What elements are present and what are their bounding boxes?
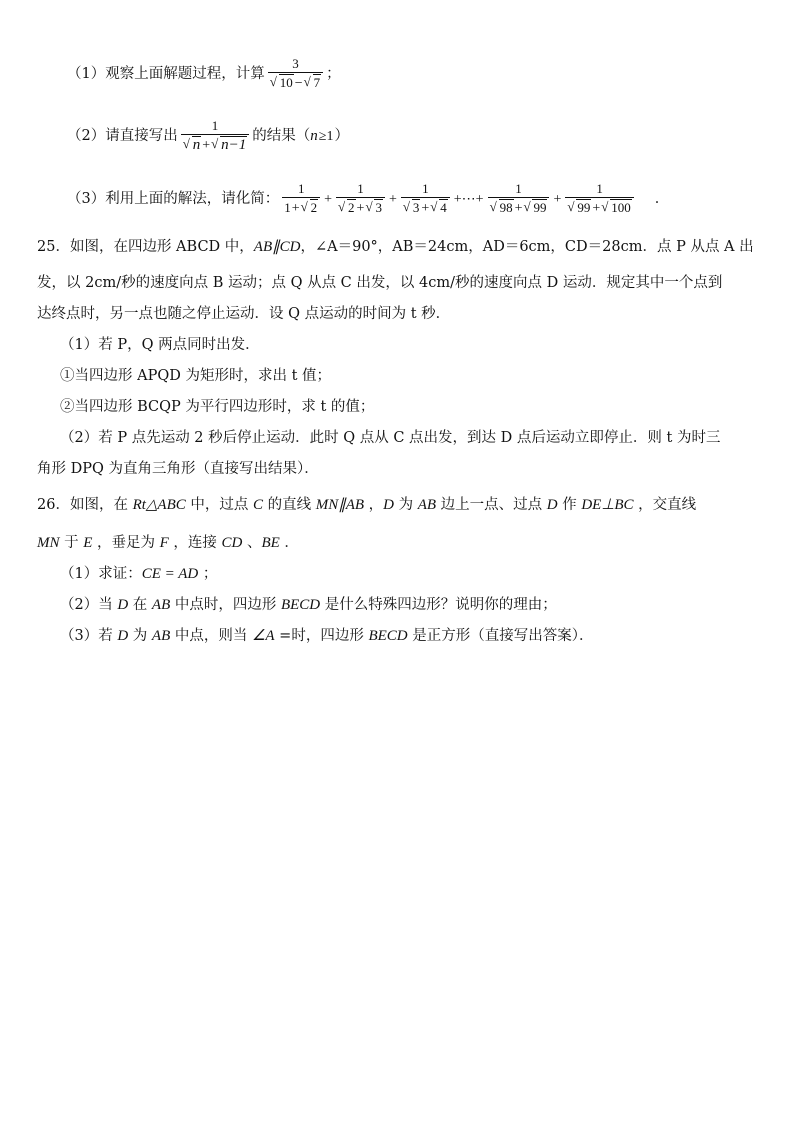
sqrt-7: √ 7 [303, 74, 321, 90]
sqrt-2: √ 2 [300, 199, 318, 215]
fraction-3-over-sqrt10-minus-sqrt7 [268, 56, 323, 92]
term-numerator: 1 [297, 181, 305, 196]
sqrt-n: √ n [182, 136, 201, 153]
sqrt-99: √ 99 [567, 199, 591, 215]
q24-part1: （1）观察上面解题过程，计算 3 √ 10 − √ 7 ； [67, 56, 341, 91]
term-denominator: √ 99 + √ 100 [565, 197, 633, 217]
sqrt-99: √ 99 [523, 199, 547, 215]
sqrt-4: √ 4 [430, 199, 447, 215]
sqrt-3: √ 3 [365, 199, 382, 215]
term-denominator: 1+ √ 2 [282, 197, 320, 217]
q26-line1: 26．如图，在 Rt△ABC 中，过点 C 的直线 MN∥AB ，D 为 AB 边上一点、过点 D 作 DE⊥BC ，交直线 [37, 497, 697, 513]
sum-term-fraction [488, 181, 550, 217]
term-numerator: 1 [596, 181, 603, 196]
term-denominator: √ 3 + √ 4 [401, 197, 450, 217]
sum-term-fraction [401, 181, 450, 217]
plus-operator: + [324, 192, 333, 207]
term-numerator: 1 [422, 181, 429, 196]
q26-line3: （1）求证：CE = AD ； [60, 566, 218, 582]
ellipsis-operator: +⋯+ [453, 192, 484, 207]
q25-line4: （1）若 P，Q 两点同时出发． [60, 337, 260, 353]
term-numerator: 1 [515, 181, 522, 196]
sum-term-fraction [565, 181, 633, 217]
q25-line5: ①当四边形 APQD 为矩形时，求出 t 值； [60, 368, 332, 384]
plus-operator: + [553, 192, 562, 207]
sqrt-10: √ 10 [269, 74, 293, 90]
parallel-expression: AB∥CD [253, 239, 301, 255]
q25-line2: 发，以 2cm/秒的速度向点 B 运动；点 Q 从点 C 出发，以 4cm/秒的速度向点 D 运动．规定其中一个点到 [37, 275, 723, 291]
term-numerator: 1 [357, 181, 364, 196]
sum-term-fraction [336, 181, 385, 217]
q25-line1: 25．如图，在四边形 ABCD 中，AB∥CD，∠A＝90°，AB＝24cm，AD＝6cm，CD＝28cm．点 P 从点 A 出 [37, 239, 754, 255]
sqrt-n-minus-1: √ n−1 [211, 136, 247, 153]
plus-operator: + [388, 192, 397, 207]
term-denominator: √ 98 + √ 99 [488, 197, 550, 217]
q25-line7: （2）若 P 点先运动 2 秒后停止运动．此时 Q 点从 C 点出发，到达 D 点后运动立即停止．则 t 为时三 [60, 430, 721, 446]
q25-line3: 达终点时，另一点也随之停止运动．设 Q 点运动的时间为 t 秒． [37, 306, 451, 322]
q24-part2: （2）请直接写出 1 √ n + √ n−1 的结果（n≥1） [67, 118, 349, 153]
q24-part1-text: （1）观察上面解题过程，计算 [67, 66, 265, 82]
q25-line8: 角形 DPQ 为直角三角形（直接写出结果）． [37, 461, 319, 477]
q25-line6: ②当四边形 BCQP 为平行四边形时，求 t 的值； [60, 399, 375, 415]
fraction-denominator: √ 10 − √ 7 [268, 72, 323, 92]
q26-line5: （3）若 D 为 AB 中点，则当 ∠A =时，四边形 BECD 是正方形（直接写出答案）． [60, 628, 594, 644]
q24-part3: （3）利用上面的解法，请化简： 1 1+ √ 2 + 1 √ 2 + √ 3 + 1 √ 3 + √ 4 +⋯+ 1 √ 98 + √ 99 + 1 √ 99 + √ 100 ． [67, 181, 670, 216]
sqrt-3: √ 3 [402, 199, 420, 215]
sqrt-2: √ 2 [338, 199, 355, 215]
sqrt-98: √ 98 [489, 199, 513, 215]
sum-term-fraction [282, 181, 320, 217]
term-denominator: √ 2 + √ 3 [336, 197, 385, 217]
fraction-numerator: 3 [292, 56, 299, 71]
fraction-1-over-sqrtn-plus-sqrtn-1: 1 √ n + √ n−1 [181, 118, 250, 154]
q26-line2: MN 于 E ，垂足为 F ，连接 CD 、BE ． [37, 535, 299, 551]
sqrt-100: √ 100 [601, 199, 631, 215]
q26-line4: （2）当 D 在 AB 中点时，四边形 BECD 是什么特殊四边形？说明你的理由； [60, 597, 557, 613]
